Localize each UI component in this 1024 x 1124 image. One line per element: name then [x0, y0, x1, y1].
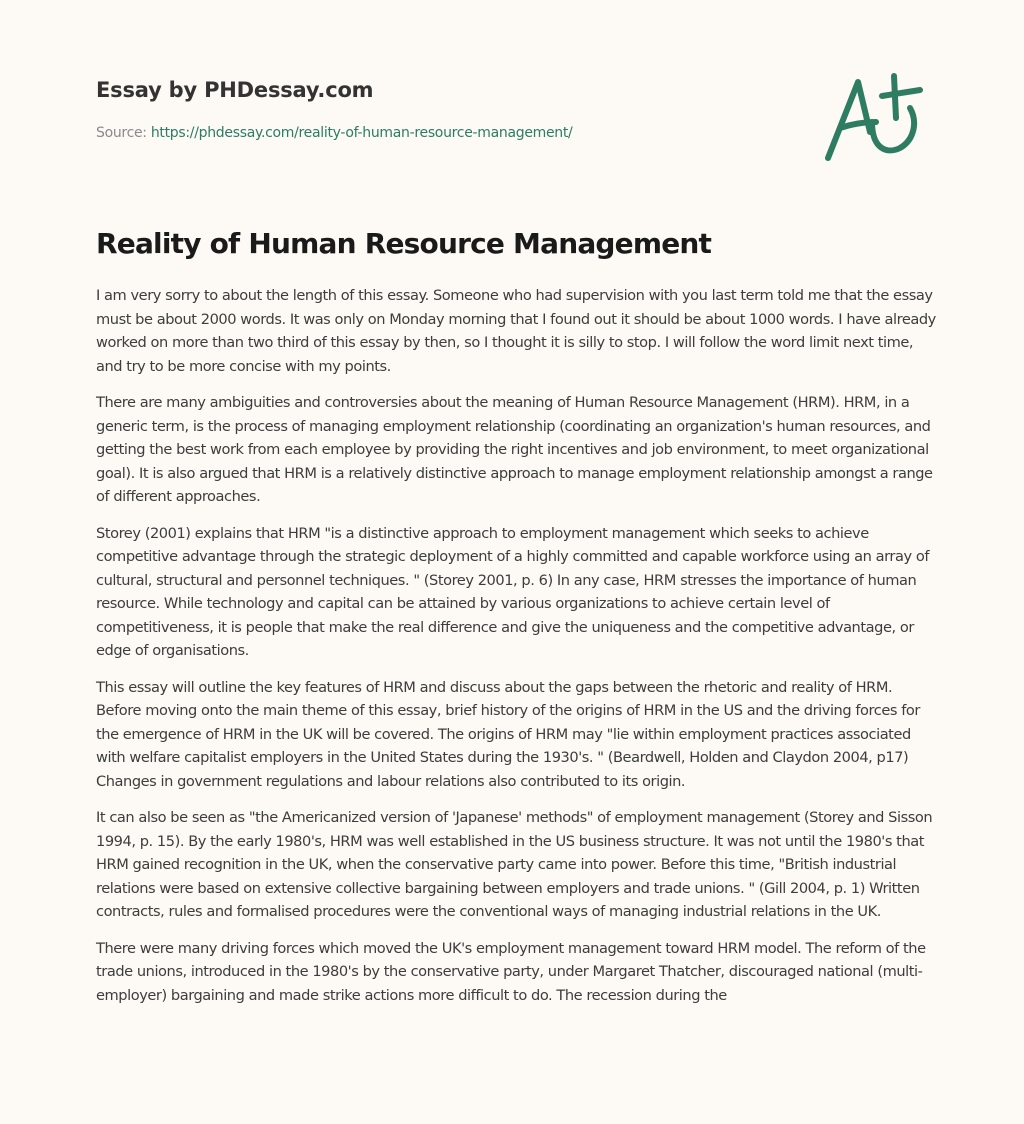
- essay-title: Reality of Human Resource Management: [96, 227, 712, 260]
- source-line: [96, 122, 796, 144]
- essay-paragraph: There were many driving forces which moved the UK's employment management toward HRM model. The reform of the trade unions, introduced in the 1980's by the conservative party, under Margaret Thatcher, discouraged national (multi-employer) bargaining and made strike actions more difficult to do. The recession during the: [96, 939, 926, 1004]
- essay-paragraph: This essay will outline the key features of HRM and discuss about the gaps between the rhetoric and reality of HRM. Before moving onto the main theme of this essay, brief history of the origins of HRM in the US and the driving forces for the emergence of HRM in the UK will be covered. The origins of HRM may "lie within employment practices associated with welfare capitalist employers in the United States during the 1930's. " (Beardwell, Holden and Claydon 2004, p17) Changes in government regulations and labour relations also contributed to its origin.: [96, 678, 920, 790]
- essay-body: [96, 284, 936, 1020]
- essay-paragraph: It can also be seen as "the Americanized version of 'Japanese' methods" of employment management (Storey and Sisson 1994, p. 15). By the early 1980's, HRM was well established in the US business structure. It was not until the 1980's that HRM gained recognition in the UK, when the conservative party came into power. Before this time, "British industrial relations were based on extensive collective bargaining between employers and trade unions. " (Gill 2004, p. 1) Written contracts, rules and formalised procedures were the conventional ways of managing industrial relations in the UK.: [96, 809, 933, 920]
- essay-paragraph: Storey (2001) explains that HRM "is a distinctive approach to employment management which seeks to achieve competitive advantage through the strategic deployment of a highly committed and capable workforce using an array of cultural, structural and personnel techniques. " (Storey 2001, p. 6) In any case, HRM stresses the importance of human resource. While technology and capital can be attained by various organizations to achieve certain level of competitiveness, it is people that make the real difference and give the uniqueness and the competitive advantage, or edge of organisations.: [96, 524, 930, 659]
- page-header: [96, 74, 796, 144]
- essay-paragraph: There are many ambiguities and controversies about the meaning of Human Resource Management (HRM). HRM, in a generic term, is the process of managing employment relationship (coordinating an organization's human resources, and getting the best work from each employee by providing the right incentives and job environment, to meet organizational goal). It is also argued that HRM is a relatively distinctive approach to manage employment relationship amongst a range of different approaches.: [96, 394, 933, 505]
- source-link[interactable]: https://phdessay.com/reality-of-human-resource-management/: [150, 125, 573, 141]
- essay-paragraph: I am very sorry to about the length of this essay. Someone who had supervision with you last term told me that the essay must be about 2000 words. It was only on Monday morning that I found out it should be about 1000 words. I have already worked on more than two third of this essay by then, so I thought it is silly to stop. I will follow the word limit next time, and try to be more concise with my points.: [96, 287, 936, 375]
- a-plus-grade-icon: [818, 62, 938, 172]
- site-brand: Essay by PHDessay.com: [96, 78, 374, 102]
- source-label: Source:: [96, 125, 151, 141]
